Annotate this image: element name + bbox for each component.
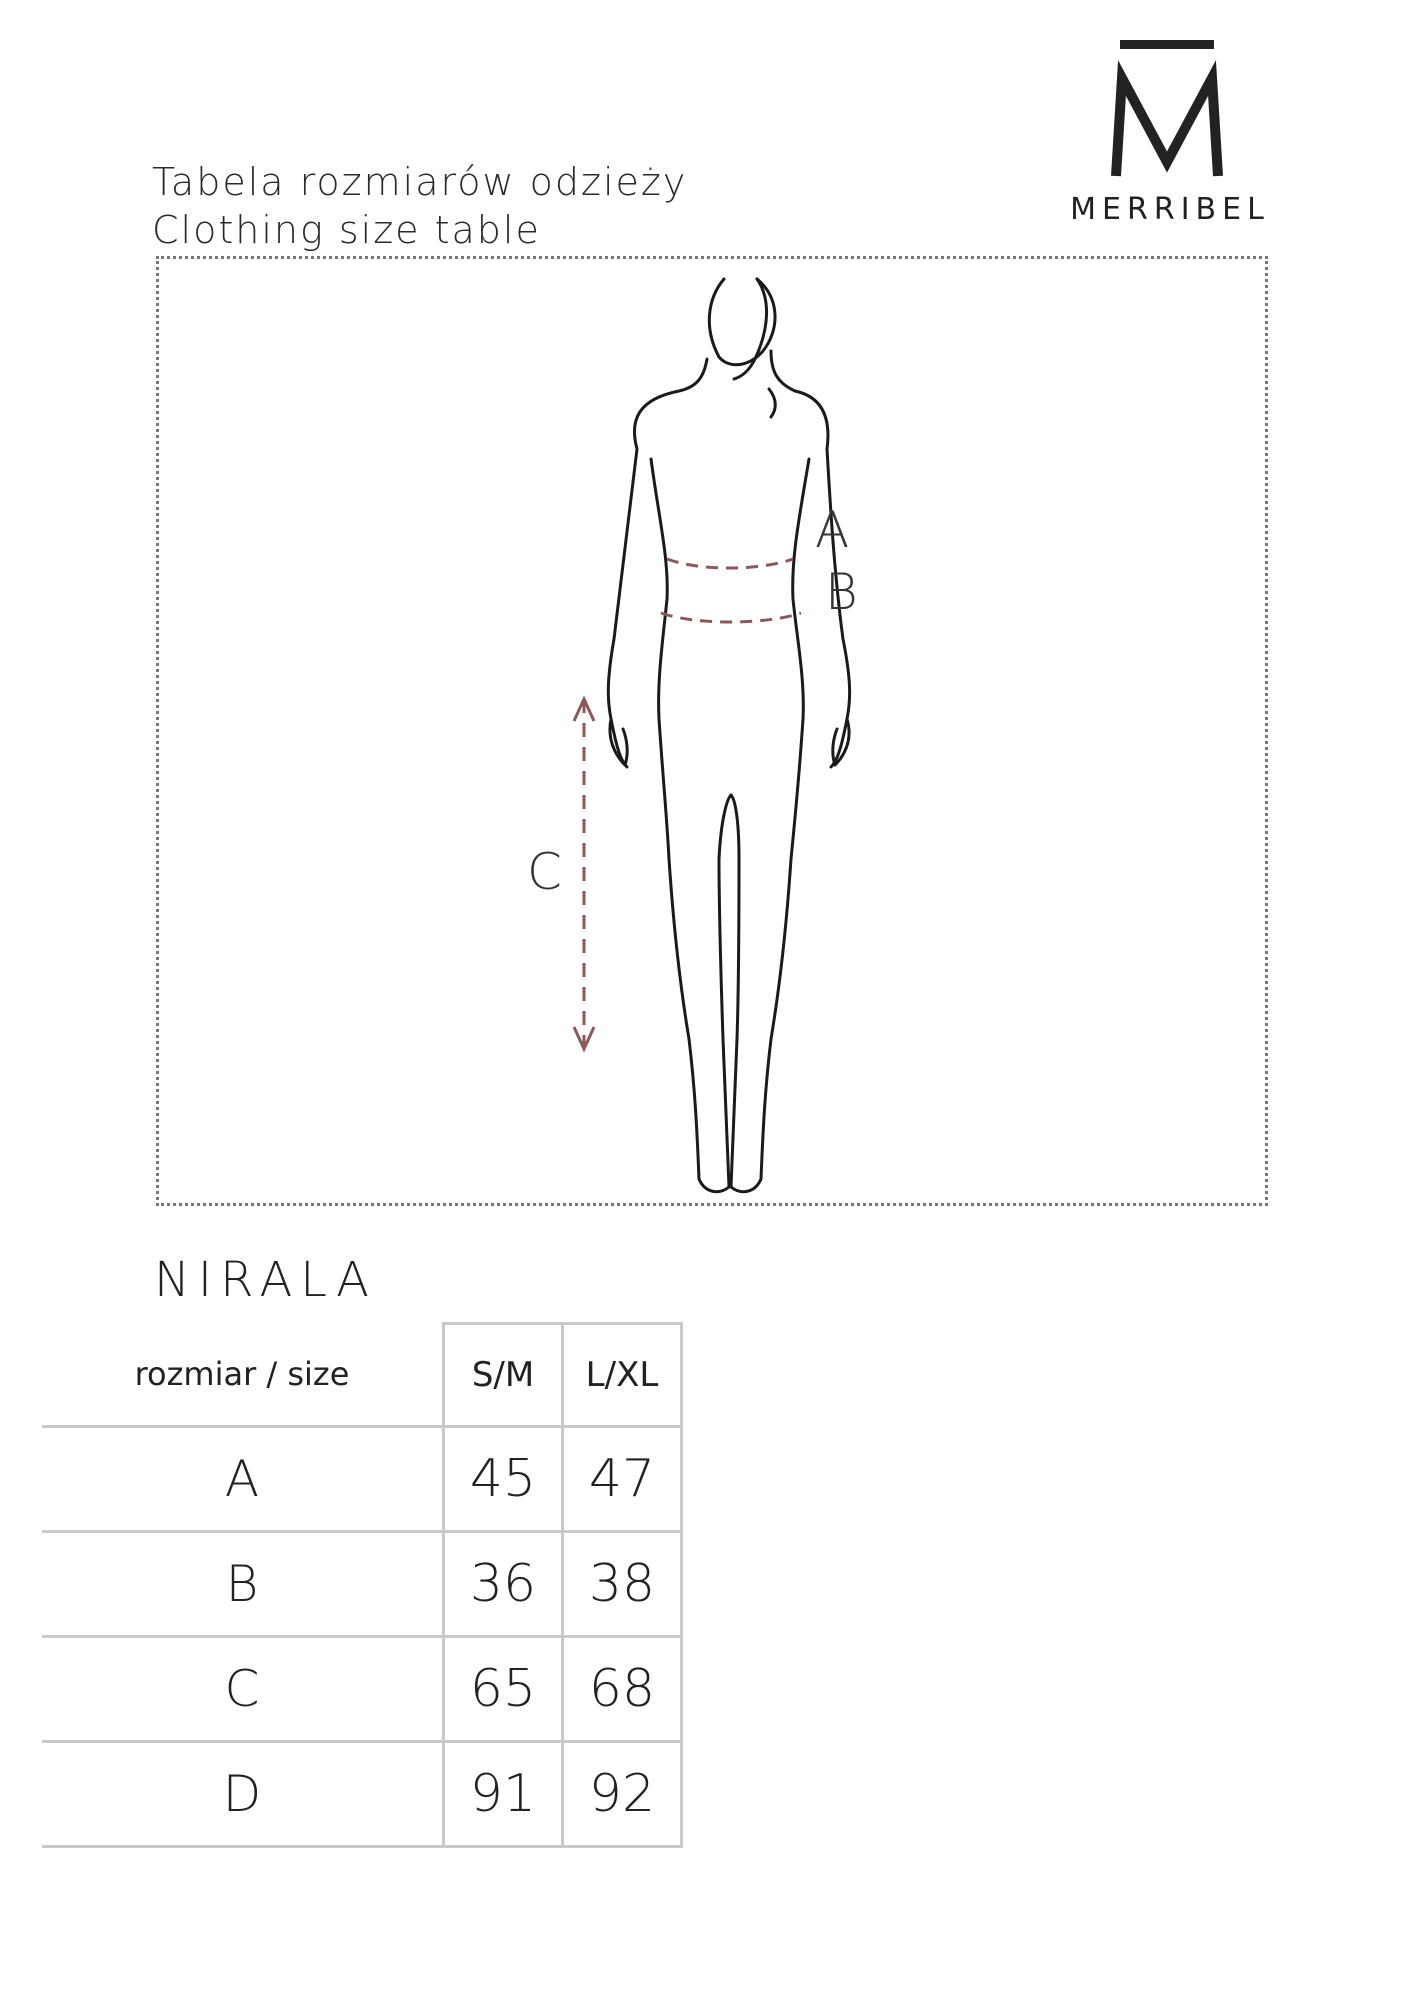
figure-frame xyxy=(156,256,1268,1206)
row-label: D xyxy=(42,1742,444,1847)
cell-value: 36 xyxy=(444,1532,563,1637)
cell-value: 92 xyxy=(563,1742,682,1847)
cell-value: 45 xyxy=(444,1427,563,1532)
title-polish: Tabela rozmiarów odzieży xyxy=(152,160,688,204)
row-header: rozmiar / size xyxy=(134,1355,350,1394)
product-name: NIRALA xyxy=(154,1252,377,1308)
logo-m-icon xyxy=(1102,38,1232,188)
label-a: A xyxy=(815,501,850,559)
table-row xyxy=(42,1742,682,1847)
size-table xyxy=(42,1322,683,1848)
table-row xyxy=(42,1637,682,1742)
brand-logo xyxy=(1050,38,1290,238)
label-c: C xyxy=(527,843,562,901)
brand-name: MERRIBEL xyxy=(1070,192,1270,227)
body-silhouette-icon xyxy=(159,259,1271,1209)
column-header: L/XL xyxy=(563,1324,682,1427)
page-title xyxy=(152,158,687,254)
cell-value: 68 xyxy=(563,1637,682,1742)
row-label: A xyxy=(42,1427,444,1532)
row-label: B xyxy=(42,1532,444,1637)
row-label: C xyxy=(42,1637,444,1742)
column-header: S/M xyxy=(444,1324,563,1427)
cell-value: 91 xyxy=(444,1742,563,1847)
table-header-row xyxy=(42,1324,682,1427)
cell-value: 38 xyxy=(563,1532,682,1637)
title-english: Clothing size table xyxy=(152,208,541,252)
cell-value: 47 xyxy=(563,1427,682,1532)
label-b: B xyxy=(825,563,858,621)
cell-value: 65 xyxy=(444,1637,563,1742)
table-row xyxy=(42,1532,682,1637)
table-row xyxy=(42,1427,682,1532)
